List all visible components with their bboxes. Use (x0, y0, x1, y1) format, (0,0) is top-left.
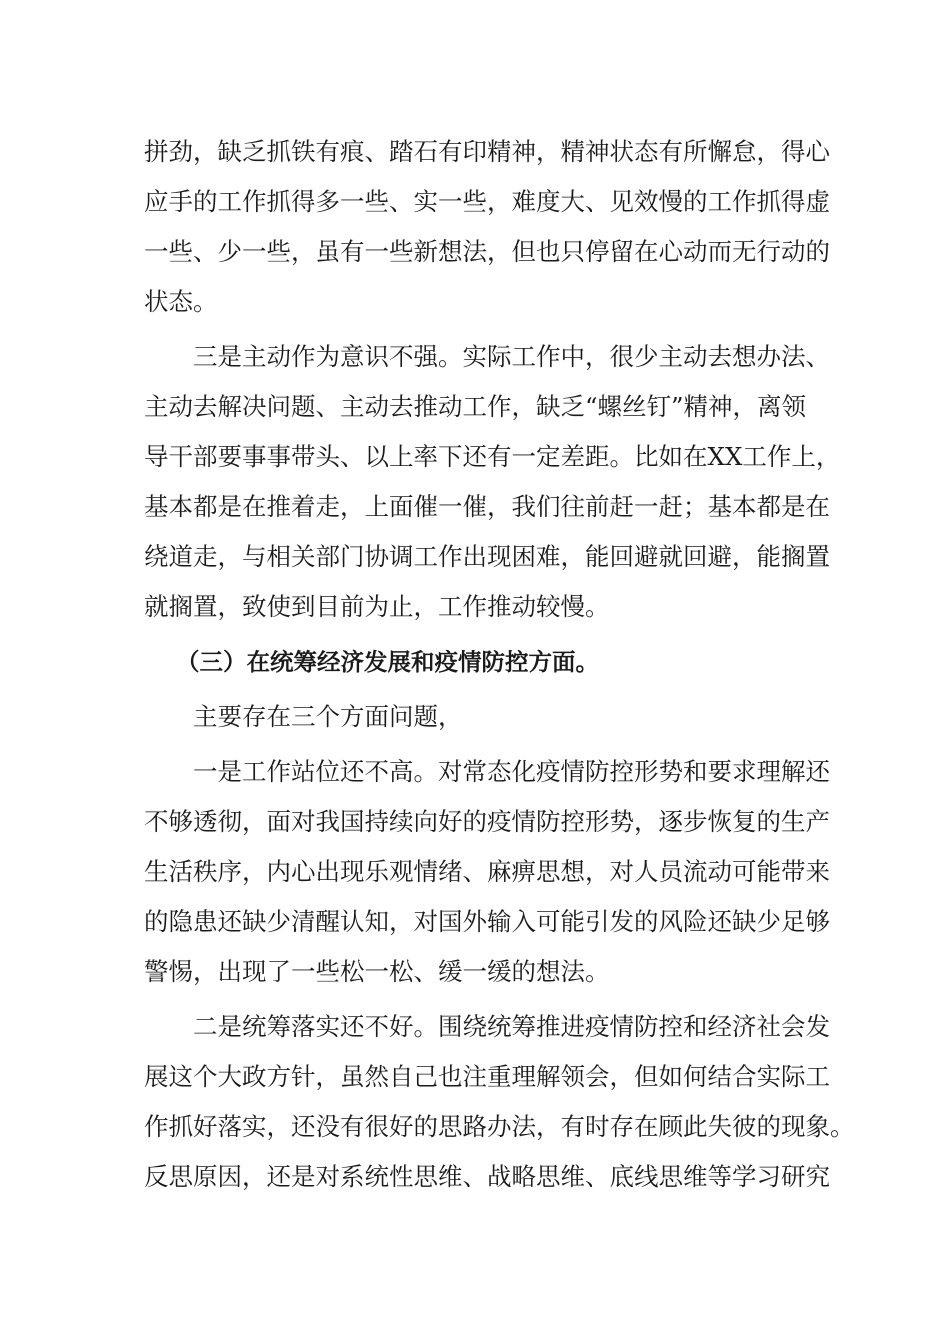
section-heading: （三）在统筹经济发展和疫情防控方面。 (176, 648, 599, 676)
paragraph-line: 三是主动作为意识不强。实际工作中，很少主动去想办法、 (193, 342, 830, 371)
paragraph-line: 主要存在三个方面问题， (193, 702, 463, 731)
paragraph-line: 二是统筹落实还不好。围绕统筹推进疫情防控和经济社会发 (193, 1012, 830, 1041)
paragraph-line: 一是工作站位还不高。对常态化疫情防控形势和要求理解还 (193, 757, 830, 786)
paragraph-line: 就搁置，致使到目前为止，工作推动较慢。 (144, 592, 610, 621)
paragraph-line: 一些、少一些，虽有一些新想法，但也只停留在心动而无行动的 (144, 237, 830, 266)
paragraph-line: 反思原因，还是对系统性思维、战略思维、底线思维等学习研究 (144, 1162, 830, 1191)
paragraph-line: 生活秩序，内心出现乐观情绪、麻痹思想，对人员流动可能带来 (144, 857, 830, 886)
paragraph-line: 拼劲，缺乏抓铁有痕、踏石有印精神，精神状态有所懈怠，得心 (144, 137, 830, 166)
paragraph-line: 警惕，出现了一些松一松、缓一缓的想法。 (144, 957, 610, 986)
paragraph-line: 展这个大政方针，虽然自己也注重理解领会，但如何结合实际工 (144, 1062, 830, 1091)
paragraph-line: 主动去解决问题、主动去推动工作，缺乏“螺丝钉”精神，离领 (144, 392, 807, 421)
paragraph-line: 应手的工作抓得多一些、实一些，难度大、见效慢的工作抓得虚 (144, 187, 830, 216)
paragraph-line: 状态。 (144, 287, 218, 316)
paragraph-line: 导干部要事事带头、以上率下还有一定差距。比如在XX工作上， (144, 442, 841, 471)
paragraph-line: 基本都是在推着走，上面催一催，我们往前赶一赶；基本都是在 (144, 492, 830, 521)
paragraph-line: 作抓好落实，还没有很好的思路办法，有时存在顾此失彼的现象。 (144, 1112, 855, 1141)
paragraph-line: 绕道走，与相关部门协调工作出现困难，能回避就回避，能搁置 (144, 542, 830, 571)
paragraph-line: 不够透彻，面对我国持续向好的疫情防控形势，逐步恢复的生产 (144, 807, 830, 836)
paragraph-line: 的隐患还缺少清醒认知，对国外输入可能引发的风险还缺少足够 (144, 907, 830, 936)
